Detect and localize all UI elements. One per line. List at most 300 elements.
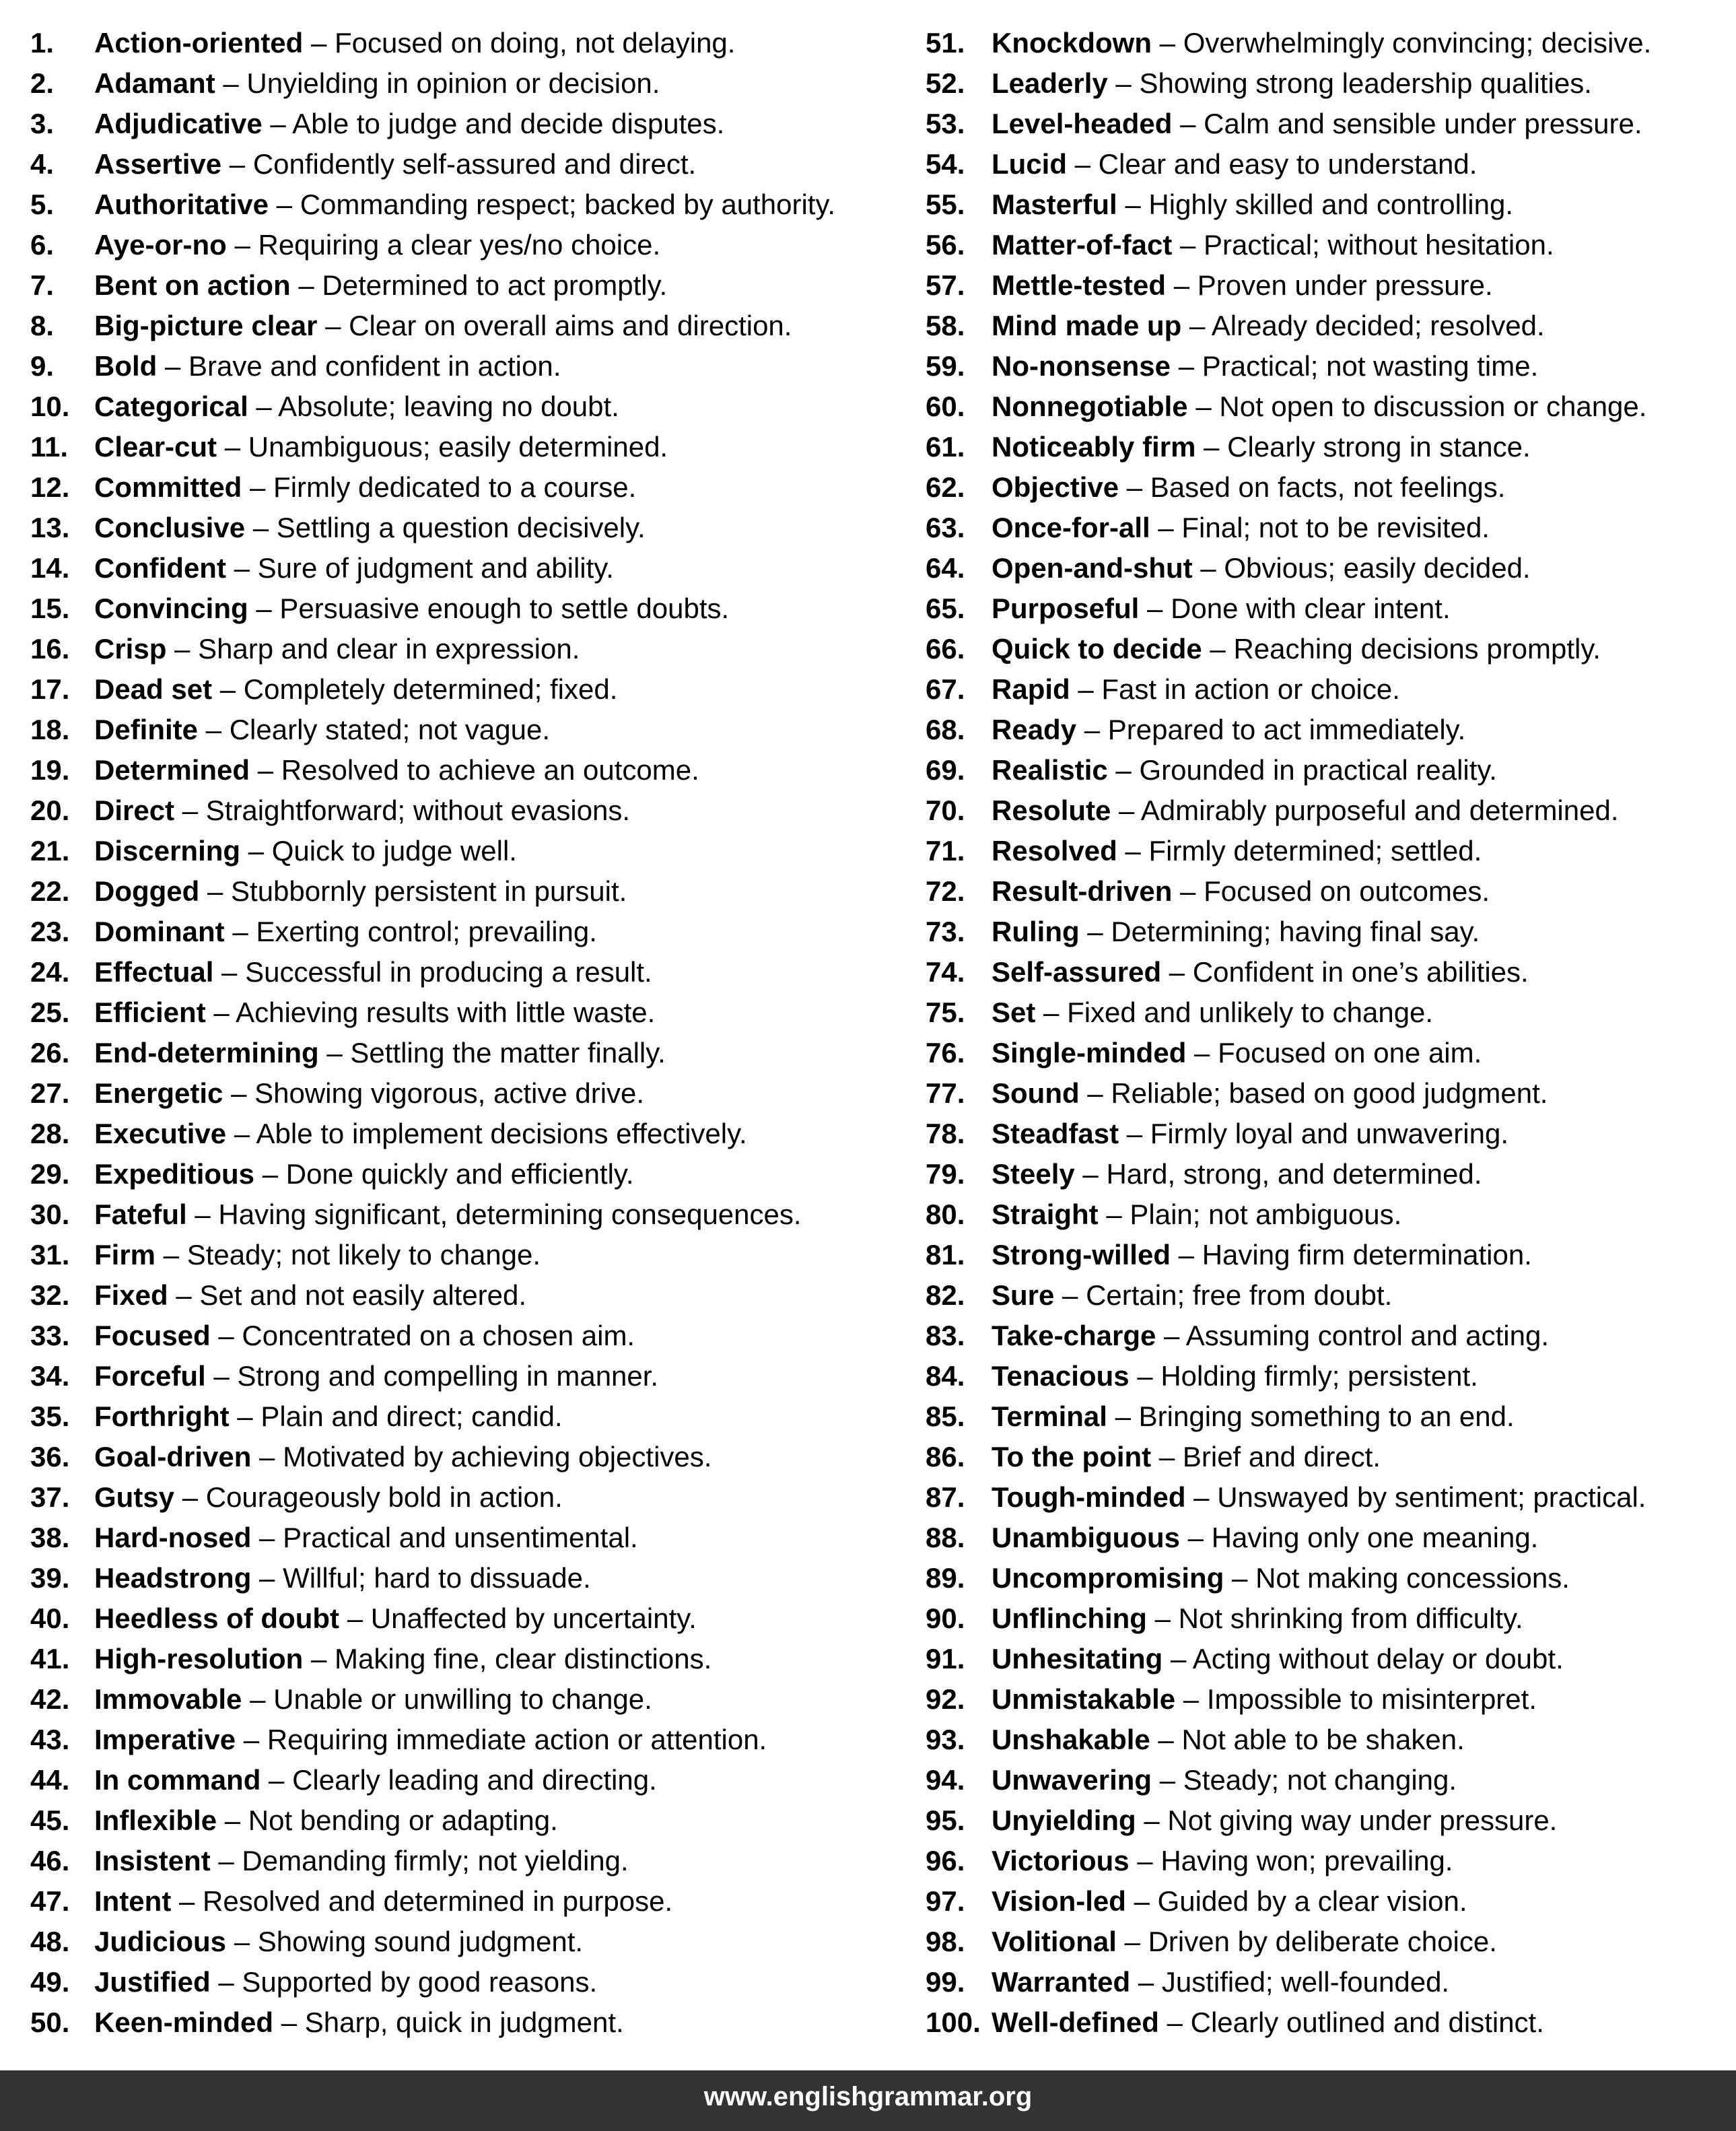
- item-number: 82.: [926, 1279, 965, 1311]
- item-definition: Steady; not likely to change.: [186, 1239, 541, 1271]
- item-definition: Holding firmly; persistent.: [1160, 1360, 1478, 1392]
- item-separator: –: [269, 189, 300, 220]
- item-term: Quick to decide: [992, 633, 1202, 665]
- item-definition: Confidently self-assured and direct.: [252, 148, 697, 180]
- item-entry: [992, 225, 1554, 265]
- item-term: Discerning: [94, 835, 241, 867]
- item-definition: Willful; hard to dissuade.: [283, 1562, 591, 1594]
- item-entry: [992, 548, 1531, 588]
- item-separator: –: [1156, 1320, 1186, 1351]
- item-definition: Practical; without hesitation.: [1204, 229, 1554, 261]
- item-separator: –: [186, 1198, 219, 1230]
- item-term: Judicious: [94, 1926, 227, 1957]
- item-term: Dogged: [94, 875, 200, 907]
- list-item: [926, 1720, 1733, 1760]
- item-number: 43.: [30, 1724, 70, 1755]
- item-separator: –: [226, 1926, 258, 1957]
- list-item: [926, 184, 1733, 225]
- item-definition: Brief and direct.: [1182, 1441, 1381, 1473]
- item-definition: Practical and unsentimental.: [283, 1522, 638, 1553]
- item-definition: Assuming control and acting.: [1185, 1320, 1550, 1351]
- list-item: [30, 1800, 905, 1841]
- item-separator: –: [1035, 996, 1068, 1028]
- item-term: Volitional: [992, 1926, 1117, 1957]
- item-term: Forthright: [94, 1400, 230, 1432]
- item-separator: –: [213, 956, 246, 988]
- list-item: [926, 1033, 1733, 1073]
- list-item: [926, 952, 1733, 992]
- list-item: [30, 669, 905, 710]
- list-item: [30, 1437, 905, 1477]
- list-item: [926, 790, 1733, 831]
- item-separator: –: [210, 1966, 242, 1998]
- item-term: Energetic: [94, 1077, 223, 1109]
- item-separator: –: [250, 754, 281, 786]
- item-separator: –: [1129, 1360, 1161, 1392]
- item-definition: Bringing something to an end.: [1138, 1400, 1515, 1432]
- item-number: 70.: [926, 794, 965, 826]
- list-item: [926, 1841, 1733, 1881]
- list-item: [926, 669, 1733, 710]
- item-number: 87.: [926, 1481, 965, 1513]
- item-term: Committed: [94, 471, 242, 503]
- item-separator: –: [248, 593, 280, 624]
- item-definition: Final; not to be revisited.: [1181, 512, 1490, 543]
- item-term: Uncompromising: [992, 1562, 1224, 1594]
- item-number: 41.: [30, 1643, 70, 1675]
- item-number: 8.: [30, 310, 55, 341]
- item-number: 24.: [30, 956, 70, 988]
- item-definition: Not making concessions.: [1255, 1562, 1570, 1594]
- item-number: 28.: [30, 1118, 70, 1149]
- item-separator: –: [1111, 794, 1141, 826]
- list-item: [926, 1114, 1733, 1154]
- item-definition: Showing sound judgment.: [257, 1926, 584, 1957]
- item-definition: Stubbornly persistent in pursuit.: [231, 875, 627, 907]
- item-number: 13.: [30, 512, 70, 543]
- item-separator: –: [1076, 714, 1108, 745]
- item-term: Dead set: [94, 673, 213, 705]
- item-separator: –: [174, 1481, 206, 1513]
- item-separator: –: [1181, 310, 1212, 341]
- item-term: Knockdown: [992, 27, 1152, 59]
- item-term: Fateful: [94, 1198, 187, 1230]
- item-term: Determined: [94, 754, 250, 786]
- item-entry: [94, 306, 792, 346]
- item-term: Headstrong: [94, 1562, 252, 1594]
- item-entry: [992, 1316, 1549, 1356]
- item-definition: Sharp and clear in expression.: [198, 633, 580, 665]
- item-term: Mettle-tested: [992, 269, 1167, 301]
- item-number: 69.: [926, 754, 965, 786]
- list-item: [30, 992, 905, 1033]
- list-item: [926, 1194, 1733, 1235]
- item-number: 11.: [30, 431, 69, 463]
- item-entry: [94, 386, 619, 427]
- item-separator: –: [1192, 552, 1224, 584]
- list-item: [926, 1518, 1733, 1558]
- item-term: Self-assured: [992, 956, 1162, 988]
- item-term: Strong-willed: [992, 1239, 1171, 1271]
- item-entry: [94, 871, 627, 912]
- item-number: 12.: [30, 471, 70, 503]
- item-definition: Requiring immediate action or attention.: [267, 1724, 767, 1755]
- item-separator: –: [240, 835, 272, 867]
- item-separator: –: [157, 350, 189, 382]
- item-entry: [992, 346, 1538, 386]
- item-separator: –: [1119, 471, 1150, 503]
- item-term: Executive: [94, 1118, 227, 1149]
- item-definition: Grounded in practical reality.: [1139, 754, 1497, 786]
- item-entry: [94, 1720, 767, 1760]
- item-entry: [992, 1598, 1523, 1639]
- item-definition: Unyielding in opinion or decision.: [246, 67, 660, 99]
- item-term: Ready: [992, 714, 1077, 745]
- list-item: [926, 104, 1733, 144]
- item-term: Aye-or-no: [94, 229, 227, 261]
- list-item: [30, 1760, 905, 1800]
- item-separator: –: [1079, 916, 1111, 947]
- item-definition: Fixed and unlikely to change.: [1067, 996, 1434, 1028]
- item-term: Rapid: [992, 673, 1070, 705]
- item-term: Crisp: [94, 633, 167, 665]
- item-term: Nonnegotiable: [992, 391, 1188, 422]
- item-term: Insistent: [94, 1845, 211, 1876]
- item-number: 32.: [30, 1279, 70, 1311]
- item-number: 30.: [30, 1198, 70, 1230]
- item-number: 60.: [926, 391, 965, 422]
- list-item: [926, 23, 1733, 63]
- item-number: 79.: [926, 1158, 965, 1190]
- item-term: Clear-cut: [94, 431, 217, 463]
- item-separator: –: [248, 391, 279, 422]
- item-definition: Confident in one’s abilities.: [1192, 956, 1529, 988]
- list-item: [30, 2002, 905, 2043]
- item-definition: Able to judge and decide disputes.: [292, 108, 725, 139]
- item-separator: –: [303, 27, 335, 59]
- item-term: Authoritative: [94, 189, 269, 220]
- item-separator: –: [205, 1360, 238, 1392]
- item-definition: Not open to discussion or change.: [1219, 391, 1647, 422]
- item-entry: [94, 1114, 747, 1154]
- item-separator: –: [1172, 108, 1204, 139]
- item-term: Matter-of-fact: [992, 229, 1173, 261]
- item-term: Warranted: [992, 1966, 1131, 1998]
- item-separator: –: [223, 1077, 255, 1109]
- item-separator: –: [273, 2006, 305, 2038]
- item-definition: Demanding firmly; not yielding.: [242, 1845, 629, 1876]
- item-separator: –: [254, 1158, 286, 1190]
- item-entry: [94, 1154, 634, 1194]
- item-separator: –: [1074, 1158, 1107, 1190]
- list-item: [30, 588, 905, 629]
- item-separator: –: [217, 431, 248, 463]
- item-term: Adamant: [94, 67, 215, 99]
- item-entry: [94, 1437, 711, 1477]
- item-number: 48.: [30, 1926, 70, 1957]
- item-entry: [992, 467, 1505, 508]
- list-item: [30, 1639, 905, 1679]
- item-term: In command: [94, 1764, 261, 1796]
- item-term: Unambiguous: [992, 1522, 1180, 1553]
- item-definition: Settling the matter finally.: [350, 1037, 666, 1069]
- item-entry: [992, 1073, 1548, 1114]
- item-number: 61.: [926, 431, 965, 463]
- item-number: 100.: [926, 2006, 981, 2038]
- item-entry: [94, 1881, 672, 1922]
- list-item: [926, 346, 1733, 386]
- item-term: Level-headed: [992, 108, 1173, 139]
- item-separator: –: [1107, 1400, 1139, 1432]
- item-entry: [992, 1679, 1537, 1720]
- list-item: [926, 306, 1733, 346]
- item-separator: –: [1166, 269, 1197, 301]
- item-number: 47.: [30, 1885, 70, 1917]
- list-item: [926, 1800, 1733, 1841]
- item-entry: [94, 1316, 635, 1356]
- item-separator: –: [205, 996, 236, 1028]
- item-entry: [992, 2002, 1544, 2043]
- list-item: [30, 1316, 905, 1356]
- item-separator: –: [236, 1724, 267, 1755]
- item-definition: Set and not easily altered.: [199, 1279, 527, 1311]
- item-separator: –: [290, 269, 322, 301]
- item-number: 63.: [926, 512, 965, 543]
- item-entry: [94, 265, 667, 306]
- item-definition: Not giving way under pressure.: [1167, 1804, 1558, 1836]
- item-definition: Successful in producing a result.: [245, 956, 652, 988]
- item-term: Goal-driven: [94, 1441, 252, 1473]
- item-entry: [992, 144, 1477, 184]
- item-number: 18.: [30, 714, 70, 745]
- list-item: [30, 63, 905, 104]
- item-definition: Reaching decisions promptly.: [1233, 633, 1601, 665]
- list-item: [926, 1275, 1733, 1316]
- item-separator: –: [224, 916, 256, 947]
- item-entry: [94, 467, 636, 508]
- item-entry: [94, 225, 660, 265]
- item-number: 50.: [30, 2006, 70, 2038]
- item-term: Definite: [94, 714, 199, 745]
- list-item: [926, 225, 1733, 265]
- list-item: [926, 1154, 1733, 1194]
- item-number: 36.: [30, 1441, 70, 1473]
- item-term: Direct: [94, 794, 175, 826]
- list-item: [30, 1073, 905, 1114]
- item-definition: Guided by a clear vision.: [1157, 1885, 1467, 1917]
- item-term: Intent: [94, 1885, 172, 1917]
- item-definition: Clearly stated; not vague.: [229, 714, 550, 745]
- item-number: 7.: [30, 269, 55, 301]
- item-definition: Practical; not wasting time.: [1202, 350, 1539, 382]
- item-number: 27.: [30, 1077, 70, 1109]
- item-number: 97.: [926, 1885, 965, 1917]
- item-number: 22.: [30, 875, 70, 907]
- item-entry: [94, 1841, 629, 1881]
- item-number: 90.: [926, 1602, 965, 1634]
- item-number: 71.: [926, 835, 965, 867]
- item-entry: [992, 63, 1592, 104]
- item-term: Steadfast: [992, 1118, 1119, 1149]
- list-item: [926, 1922, 1733, 1962]
- item-term: Noticeably firm: [992, 431, 1196, 463]
- item-entry: [94, 1598, 697, 1639]
- item-term: Set: [992, 996, 1036, 1028]
- item-term: Take-charge: [992, 1320, 1156, 1351]
- item-number: 68.: [926, 714, 965, 745]
- list-item: [926, 1316, 1733, 1356]
- item-separator: –: [1107, 67, 1140, 99]
- item-term: Gutsy: [94, 1481, 175, 1513]
- item-definition: Hard, strong, and determined.: [1106, 1158, 1482, 1190]
- item-number: 42.: [30, 1683, 70, 1715]
- list-item: [926, 1437, 1733, 1477]
- item-number: 39.: [30, 1562, 70, 1594]
- list-item: [30, 508, 905, 548]
- item-number: 26.: [30, 1037, 70, 1069]
- item-definition: Done with clear intent.: [1171, 593, 1451, 624]
- item-number: 37.: [30, 1481, 70, 1513]
- item-number: 89.: [926, 1562, 965, 1594]
- item-separator: –: [198, 714, 230, 745]
- list-item: [30, 427, 905, 467]
- item-number: 86.: [926, 1441, 965, 1473]
- item-number: 59.: [926, 350, 965, 382]
- item-term: Sound: [992, 1077, 1080, 1109]
- item-separator: –: [1119, 1118, 1150, 1149]
- item-definition: Focused on outcomes.: [1204, 875, 1490, 907]
- list-item: [926, 1356, 1733, 1396]
- item-definition: Unable or unwilling to change.: [273, 1683, 652, 1715]
- item-definition: Firmly determined; settled.: [1148, 835, 1482, 867]
- item-term: Unmistakable: [992, 1683, 1176, 1715]
- list-item: [926, 871, 1733, 912]
- item-entry: [992, 1881, 1467, 1922]
- item-term: Bold: [94, 350, 158, 382]
- list-item: [30, 225, 905, 265]
- item-definition: Already decided; resolved.: [1211, 310, 1545, 341]
- item-number: 80.: [926, 1198, 965, 1230]
- item-number: 83.: [926, 1320, 965, 1351]
- item-term: Firm: [94, 1239, 156, 1271]
- item-entry: [992, 629, 1601, 669]
- item-separator: –: [215, 67, 247, 99]
- item-entry: [992, 306, 1545, 346]
- item-entry: [94, 104, 724, 144]
- item-definition: Unswayed by sentiment; practical.: [1217, 1481, 1646, 1513]
- item-separator: –: [303, 1643, 335, 1675]
- item-separator: –: [1187, 391, 1220, 422]
- item-entry: [992, 1760, 1457, 1800]
- item-term: Effectual: [94, 956, 214, 988]
- item-entry: [992, 427, 1531, 467]
- list-item: [926, 629, 1733, 669]
- item-term: Categorical: [94, 391, 248, 422]
- item-entry: [94, 1477, 563, 1518]
- item-definition: Strong and compelling in manner.: [237, 1360, 659, 1392]
- item-term: Justified: [94, 1966, 211, 1998]
- list-item: [30, 1962, 905, 2002]
- item-entry: [992, 710, 1465, 750]
- item-number: 40.: [30, 1602, 70, 1634]
- item-separator: –: [221, 148, 253, 180]
- item-entry: [992, 790, 1619, 831]
- item-separator: –: [212, 673, 244, 705]
- item-entry: [94, 952, 652, 992]
- item-definition: Having firm determination.: [1202, 1239, 1532, 1271]
- item-entry: [94, 992, 655, 1033]
- item-term: Realistic: [992, 754, 1108, 786]
- footer-url[interactable]: www.englishgrammar.org: [703, 2082, 1033, 2111]
- word-list-right-column: [926, 23, 1733, 2043]
- item-definition: Prepared to act immediately.: [1107, 714, 1466, 745]
- item-number: 21.: [30, 835, 70, 867]
- list-item: [30, 104, 905, 144]
- item-separator: –: [262, 108, 293, 139]
- list-item: [30, 1356, 905, 1396]
- item-entry: [94, 1800, 558, 1841]
- item-separator: –: [1117, 835, 1149, 867]
- item-separator: –: [1054, 1279, 1086, 1311]
- item-entry: [94, 1235, 541, 1275]
- item-separator: –: [225, 552, 258, 584]
- item-number: 51.: [926, 27, 965, 59]
- item-separator: –: [251, 1522, 283, 1553]
- item-entry: [992, 992, 1433, 1033]
- item-definition: Done quickly and efficiently.: [285, 1158, 634, 1190]
- item-entry: [992, 1962, 1449, 2002]
- item-definition: Absolute; leaving no doubt.: [278, 391, 619, 422]
- item-entry: [992, 1437, 1381, 1477]
- list-item: [30, 467, 905, 508]
- item-number: 93.: [926, 1724, 965, 1755]
- item-definition: Firmly loyal and unwavering.: [1150, 1118, 1508, 1149]
- list-item: [30, 1598, 905, 1639]
- item-term: Purposeful: [992, 593, 1140, 624]
- item-term: Expeditious: [94, 1158, 255, 1190]
- item-term: Resolved: [992, 835, 1117, 867]
- list-item: [30, 1114, 905, 1154]
- item-separator: –: [1202, 633, 1234, 665]
- item-term: Unflinching: [992, 1602, 1147, 1634]
- list-item: [926, 548, 1733, 588]
- item-definition: Motivated by achieving objectives.: [283, 1441, 712, 1473]
- item-separator: –: [199, 875, 232, 907]
- item-number: 1.: [30, 27, 55, 59]
- item-number: 66.: [926, 633, 965, 665]
- item-entry: [992, 104, 1642, 144]
- item-term: Mind made up: [992, 310, 1182, 341]
- list-item: [30, 629, 905, 669]
- item-entry: [94, 629, 580, 669]
- item-term: Inflexible: [94, 1804, 217, 1836]
- item-term: Sure: [992, 1279, 1055, 1311]
- item-separator: –: [317, 310, 349, 341]
- item-entry: [992, 1154, 1482, 1194]
- item-separator: –: [1117, 189, 1149, 220]
- list-item: [30, 144, 905, 184]
- item-definition: Sure of judgment and ability.: [257, 552, 614, 584]
- item-separator: –: [168, 1279, 200, 1311]
- item-number: 57.: [926, 269, 965, 301]
- item-number: 38.: [30, 1522, 70, 1553]
- item-separator: –: [1129, 1845, 1161, 1876]
- item-definition: Straightforward; without evasions.: [205, 794, 631, 826]
- item-entry: [992, 871, 1490, 912]
- item-definition: Overwhelmingly convincing; decisive.: [1183, 27, 1652, 59]
- item-separator: –: [210, 1845, 242, 1876]
- item-term: Unwavering: [992, 1764, 1152, 1796]
